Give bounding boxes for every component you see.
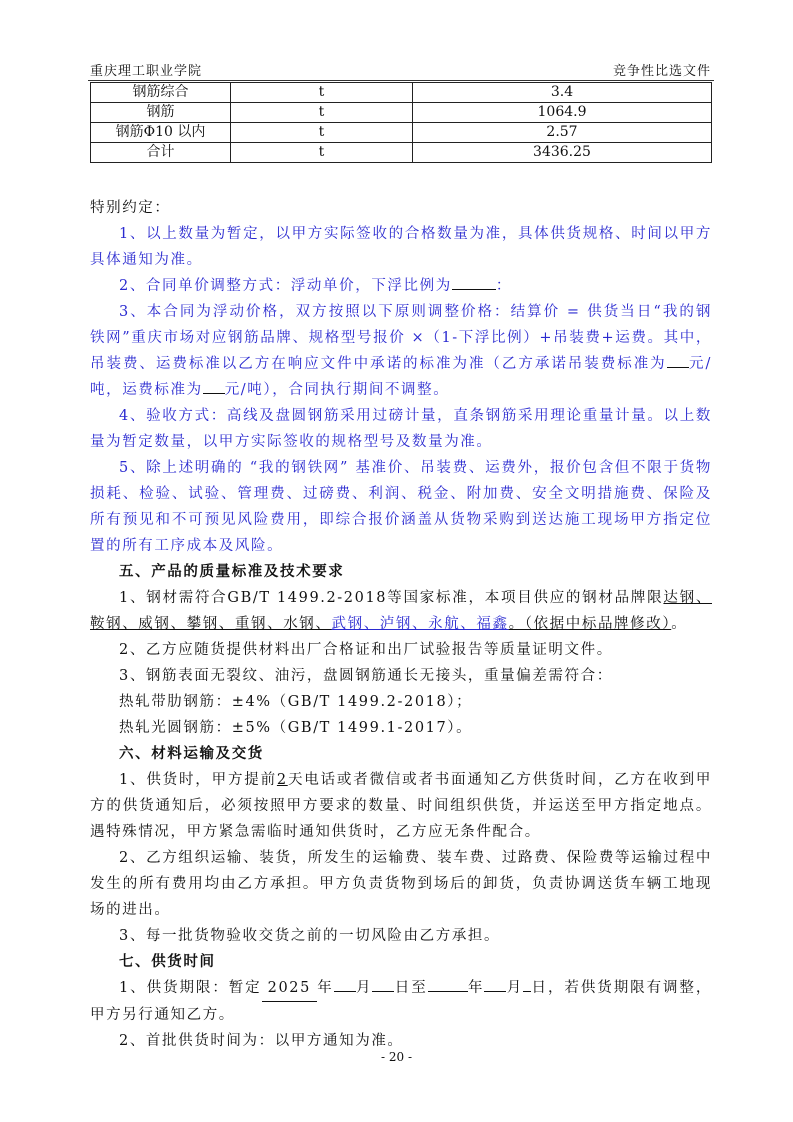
blank-field — [452, 289, 496, 290]
section-6-title: 六、材料运输及交货 — [119, 746, 264, 762]
cell: 钢筋综合 — [91, 83, 231, 103]
cell: t — [231, 143, 413, 163]
table-row — [91, 103, 712, 123]
cell: 3.4 — [413, 83, 712, 103]
text: 元/吨），合同执行期间不调整。 — [224, 382, 450, 398]
text: 月 — [355, 980, 373, 996]
text: 1、供货期限：暂定 — [119, 980, 262, 996]
document-body — [90, 195, 712, 1054]
text: 年 — [467, 980, 485, 996]
cell: t — [231, 123, 413, 143]
s6-item-2: 2、乙方组织运输、装货，所发生的运输费、装车费、过路费、保险费等运输过程中发生的所有费用均由乙方承担。甲方负责货物到场后的卸货，负责协调送货车辆工地现场的进出。 — [90, 850, 712, 918]
s5-item-1 — [90, 585, 712, 637]
text: 2、合同单价调整方式：浮动单价，下浮比例为 — [119, 278, 452, 294]
cell: t — [231, 83, 413, 103]
text: 1、钢材需符合GB/T 1499.2-2018等国家标准，本项目供应的钢材品牌限 — [119, 590, 664, 606]
cell: 3436.25 — [413, 143, 712, 163]
quantity-table — [90, 82, 712, 163]
text: 月 — [506, 980, 524, 996]
header-institution: 重庆理工职业学院 — [90, 64, 203, 79]
year-field: 2025 — [262, 975, 317, 1002]
cell: 1064.9 — [413, 103, 712, 123]
special-item-5: 5、除上述明确的 “我的钢铁网” 基准价、吊装费、运费外，报价包含但不限于货物损耗、检验、试验、管理费、过磅费、利润、税金、附加费、安全文明措施费、保险及所有预见和不可预见风险费用，即综合报价涵盖从货物采购到送达施工现场甲方指定位置的所有工序成本及风险。 — [90, 460, 712, 554]
special-title: 特别约定： — [90, 200, 171, 216]
special-item-2 — [90, 273, 712, 299]
s5-item-3: 3、钢筋表面无裂纹、油污，盘圆钢筋通长无接头，重量偏差需符合： — [119, 668, 613, 684]
cell: 合计 — [91, 143, 231, 163]
cell: t — [231, 103, 413, 123]
blank-field — [334, 991, 356, 992]
brand-list: 达钢、鞍钢、威钢、攀钢、重钢、水钢、 — [90, 590, 712, 632]
text: 日，若供货期限有调整，甲方另行通知乙方。 — [90, 980, 712, 1023]
text: 3、本合同为浮动价格，双方按照以下原则调整价格：结算价 = 供货当日“我的钢铁网”重庆市场对应钢筋品牌、规格型号报价 ×（1-下浮比例）+吊装费+运费。其中，吊装费、运费标准以乙方在响应文件中承诺的标准为准（乙方承诺吊装费标准为 — [90, 304, 712, 372]
s5-item-4: 热轧带肋钢筋：±4%（GB/T 1499.2-2018）； — [119, 694, 473, 710]
text: 年 — [316, 980, 334, 996]
blank-field — [667, 367, 689, 368]
s7-item-1 — [90, 975, 712, 1028]
header-divider — [88, 80, 714, 81]
cell: 2.57 — [413, 123, 712, 143]
section-7-title: 七、供货时间 — [119, 954, 216, 970]
text: 1、供货时，甲方提前 — [119, 772, 277, 788]
text: 天电话或者微信或者书面通知乙方供货时间，乙方在收到甲方的供货通知后，必须按照甲方要求的数量、时间组织供货，并运送至甲方指定地点。遇特殊情况，甲方紧急需临时通知供货时，乙方应无条件配合。 — [90, 772, 712, 840]
s5-item-5: 热轧光圆钢筋：±5%（GB/T 1499.1-2017）。 — [119, 720, 473, 736]
special-item-3 — [90, 299, 712, 403]
blank-field — [372, 991, 394, 992]
section-5-title: 五、产品的质量标准及技术要求 — [119, 564, 345, 580]
text: 。 — [671, 616, 688, 632]
s7-item-2: 2、首批供货时间为：以甲方通知为准。 — [119, 1033, 404, 1049]
days-value: 2 — [276, 772, 288, 788]
s6-item-1 — [90, 767, 712, 845]
text: ： — [495, 278, 512, 294]
blank-field — [428, 991, 468, 992]
blank-field — [484, 991, 506, 992]
special-item-1: 1、以上数量为暂定，以甲方实际签收的合格数量为准，具体供货规格、时间以甲方具体通知为准。 — [90, 226, 712, 268]
page-number: - 20 - — [380, 1050, 412, 1064]
table-row — [91, 123, 712, 143]
s5-item-2: 2、乙方应随货提供材料出厂合格证和出厂试验报告等质量证明文件。 — [119, 642, 613, 658]
s6-item-3: 3、每一批货物验收交货之前的一切风险由乙方承担。 — [119, 928, 501, 944]
special-item-4: 4、验收方式：高线及盘圆钢筋采用过磅计量，直条钢筋采用理论重量计量。以上数量为暂定数量，以甲方实际签收的规格型号及数量为准。 — [90, 408, 712, 450]
text: 。（依据中标品牌修改） — [508, 616, 672, 632]
table-row — [91, 83, 712, 103]
blank-field — [523, 991, 531, 992]
blank-field — [203, 393, 225, 394]
text: 日至 — [394, 980, 428, 996]
cell: 钢筋Φ10 以内 — [91, 123, 231, 143]
brand-list-blue: 武钢、泸钢、永航、福鑫 — [331, 616, 509, 632]
cell: 钢筋 — [91, 103, 231, 123]
text: 元/吨，运费标准为 — [90, 356, 712, 398]
table-row — [91, 143, 712, 163]
header-doc-type: 竞争性比选文件 — [612, 64, 711, 79]
